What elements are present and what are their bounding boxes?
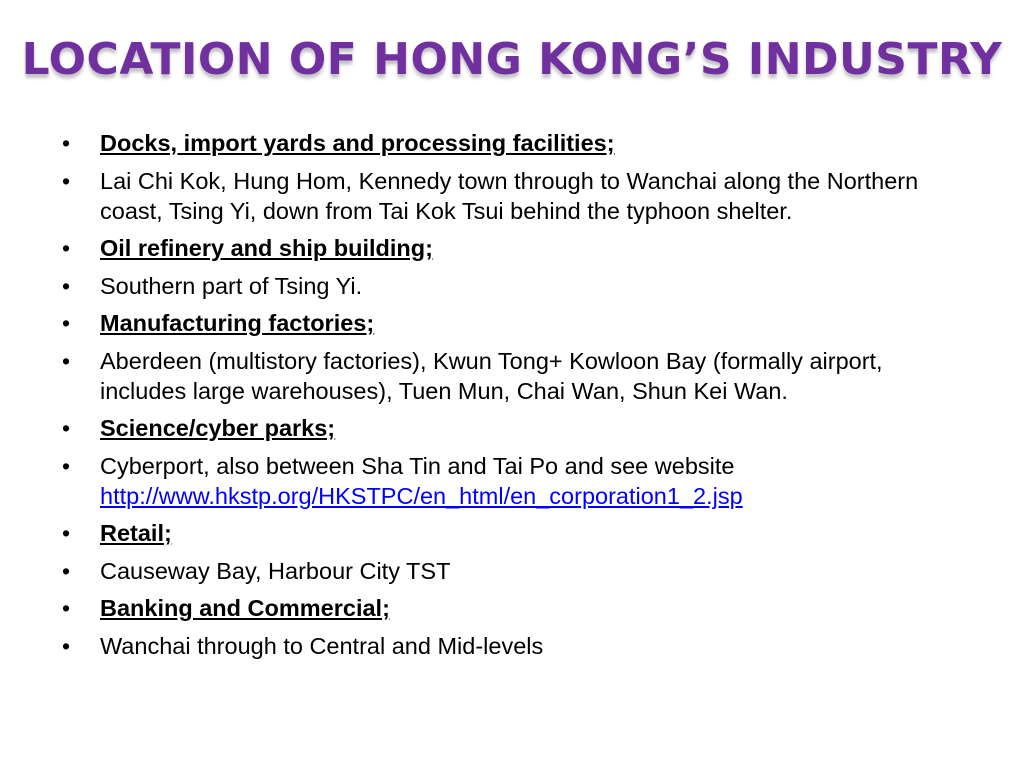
bullet-icon: •	[62, 310, 71, 336]
bullet-item-banking-heading	[62, 593, 972, 623]
category-heading: Manufacturing factories;	[100, 310, 375, 336]
bullet-icon: •	[62, 452, 71, 479]
bullet-icon: •	[62, 272, 71, 299]
bullet-item-docks-heading	[62, 128, 972, 158]
location-text: Wanchai through to Central and Mid-levels	[100, 632, 544, 659]
bullet-item-retail-heading	[62, 518, 972, 548]
bullet-icon: •	[62, 130, 71, 156]
category-heading: Banking and Commercial;	[100, 595, 390, 621]
location-text: Cyberport, also between Sha Tin and Tai Po and see website	[100, 452, 735, 479]
slide-title: LOCATION OF HONG KONG’S INDUSTRY	[21, 34, 1003, 85]
hkstp-website-link[interactable]: http://www.hkstp.org/HKSTPC/en_html/en_corporation1_2.jsp	[100, 482, 743, 509]
bullet-icon: •	[62, 415, 71, 441]
location-text: Lai Chi Kok, Hung Hom, Kennedy town through to Wanchai along the Northern coast, Tsing Yi, down from Tai Kok Tsui behind the typhoon shelter.	[100, 167, 919, 224]
bullet-item-docks-locations	[62, 166, 972, 226]
bullet-item-oil-heading	[62, 233, 972, 263]
bullet-item-science-locations	[62, 451, 972, 511]
bullet-icon: •	[62, 520, 71, 546]
category-heading: Oil refinery and ship building;	[100, 235, 433, 261]
bullet-item-manufacturing-locations	[62, 346, 972, 406]
bullet-icon: •	[62, 632, 71, 659]
location-text: Causeway Bay, Harbour City TST	[100, 557, 451, 584]
bullet-item-banking-locations	[62, 631, 972, 661]
category-heading: Science/cyber parks;	[100, 415, 336, 441]
bullet-item-oil-locations	[62, 271, 972, 301]
bullet-item-manufacturing-heading	[62, 308, 972, 338]
location-text: Southern part of Tsing Yi.	[100, 272, 363, 299]
bullet-icon: •	[62, 557, 71, 584]
category-heading: Retail;	[100, 520, 172, 546]
location-text: Aberdeen (multistory factories), Kwun Tong+ Kowloon Bay (formally airport, includes large warehouses), Tuen Mun, Chai Wan, Shun Kei Wan.	[100, 347, 883, 404]
bullet-icon: •	[62, 347, 71, 374]
bullet-item-science-heading	[62, 413, 972, 443]
bullet-list	[62, 128, 972, 668]
bullet-item-retail-locations	[62, 556, 972, 586]
bullet-icon: •	[62, 235, 71, 261]
bullet-icon: •	[62, 167, 71, 194]
category-heading: Docks, import yards and processing facilities;	[100, 130, 615, 156]
bullet-icon: •	[62, 595, 71, 621]
